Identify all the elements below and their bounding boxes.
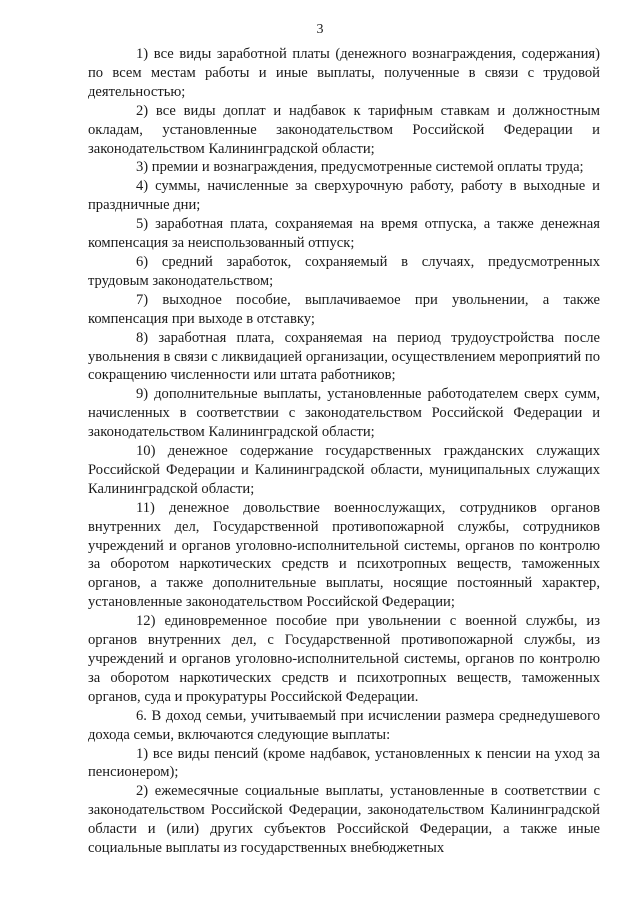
list-item-vacation-pay: 5) заработная плата, сохраняемая на время отпуска, а также денежная компенсация за неиспользованный отпуск; bbox=[88, 216, 600, 252]
list-item-allowances: 2) все виды доплат и надбавок к тарифным ставкам и должностным окладам, установленные законодательством Российской Федерации и законодательством Калининградской области; bbox=[88, 102, 600, 157]
list-item-severance-pay: 7) выходное пособие, выплачиваемое при увольнении, а также компенсация при выходе в отставку; bbox=[88, 291, 600, 327]
list-item-overtime: 4) суммы, начисленные за сверхурочную работу, работу в выходные и праздничные дни; bbox=[88, 178, 600, 214]
section-6-intro: 6. В доход семьи, учитываемый при исчислении размера среднедушевого дохода семьи, включаются следующие выплаты: bbox=[88, 707, 600, 743]
list-item-social-payments: 2) ежемесячные социальные выплаты, установленные в соответствии с законодательством Российской Федерации, законодательством Калининградской области и (или) других субъектов Российской Федерации, а также иные социальные выплаты из государственных внебюджетных bbox=[88, 783, 600, 857]
list-item-employment-period-pay: 8) заработная плата, сохраняемая на период трудоустройства после увольнения в связи с ликвидацией организации, осуществлением мероприятий по сокращению численности или штата работников; bbox=[88, 329, 600, 384]
document-body bbox=[88, 45, 600, 858]
list-item-additional-payments: 9) дополнительные выплаты, установленные работодателем сверх сумм, начисленных в соответствии с законодательством Российской Федерации и законодательством Калининградской области; bbox=[88, 386, 600, 441]
list-item-civil-servant-pay: 10) денежное содержание государственных гражданских служащих Российской Федерации и Калининградской области, муниципальных служащих Калининградской области; bbox=[88, 443, 600, 497]
page-number: 3 bbox=[316, 22, 324, 37]
list-item-average-earnings: 6) средний заработок, сохраняемый в случаях, предусмотренных трудовым законодательством; bbox=[88, 253, 600, 289]
list-item-military-allowance: 11) денежное довольствие военнослужащих, сотрудников органов внутренних дел, Государственной противопожарной службы, сотрудников учреждений и органов уголовно-исполнительной системы, органов по контролю за оборотом наркотических средств и психотропных веществ, таможенных органов, а также дополнительные выплаты, носящие постоянный характер, установленные законодательством Российской Федерации; bbox=[88, 499, 600, 611]
list-item-bonuses: 3) премии и вознаграждения, предусмотренные системой оплаты труда; bbox=[136, 159, 584, 176]
list-item-discharge-allowance: 12) единовременное пособие при увольнении с военной службы, из органов внутренних дел, с Государственной противопожарной службы, из учреждений и органов уголовно-исполнительной системы, органов по контролю за оборотом наркотических средств и психотропных веществ, таможенных органов, суда и прокуратуры Российской Федерации. bbox=[88, 613, 600, 705]
list-item-wages: 1) все виды заработной платы (денежного вознаграждения, содержания) по всем местам работы и иные выплаты, полученные в связи с трудовой деятельностью; bbox=[88, 46, 600, 100]
list-item-pensions: 1) все виды пенсий (кроме надбавок, установленных к пенсии на уход за пенсионером); bbox=[88, 745, 600, 781]
